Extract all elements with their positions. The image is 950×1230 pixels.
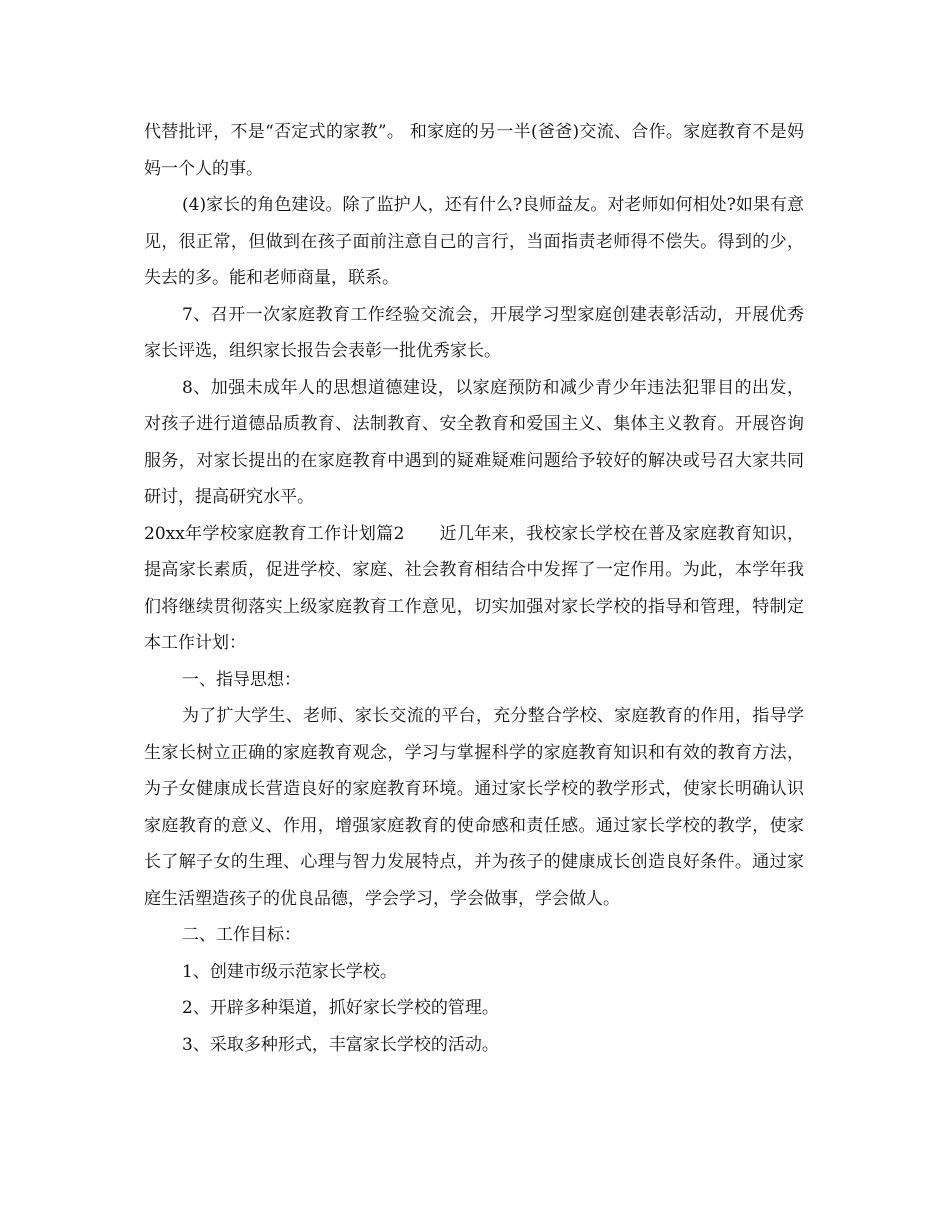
document-body [144, 114, 804, 1063]
paragraph: 7、召开一次家庭教育工作经验交流会，开展学习型家庭创建表彰活动，开展优秀家长评选，组织家长报告会表彰一批优秀家长。 [144, 304, 804, 361]
paragraph: (4)家长的角色建设。除了监护人，还有什么?良师益友。对老师如何相处?如果有意见，很正常，但做到在孩子面前注意自己的言行，当面指责老师得不偿失。得到的少，失去的多。能和老师商量，联系。 [144, 195, 804, 288]
list-item: 3、采取多种形式，丰富家长学校的活动。 [182, 1034, 499, 1055]
paragraph: 为了扩大学生、老师、家长交流的平台，充分整合学校、家庭教育的作用，指导学生家长树立正确的家庭教育观念，学习与掌握科学的家庭教育知识和有效的教育方法，为子女健康成长营造良好的家庭教育环境。通过家长学校的教学形式，使家长明确认识家庭教育的意义、作用，增强家庭教育的使命感和责任感。通过家长学校的教学，使家长了解子女的生理、心理与智力发展特点，并为孩子的健康成长创造良好条件。通过家庭生活塑造孩子的优良品德，学会学习，学会做事，学会做人。 [144, 706, 804, 909]
paragraph: 8、加强未成年人的思想道德建设，以家庭预防和减少青少年违法犯罪目的出发，对孩子进行道德品质教育、法制教育、安全教育和爱国主义、集体主义教育。开展咨询服务，对家长提出的在家庭教育中遇到的疑难疑难问题给予较好的解决或号召大家共同研讨，提高研究水平。 [144, 377, 804, 507]
paragraph: 代替批评，不是“否定式的家教”。 和家庭的另一半(爸爸)交流、合作。家庭教育不是妈妈一个人的事。 [144, 122, 804, 179]
list-item: 1、创建市级示范家长学校。 [182, 961, 397, 982]
list-item: 2、开辟多种渠道，抓好家长学校的管理。 [182, 998, 499, 1018]
section-title: 一、指导思想： [182, 669, 301, 690]
section-heading-paragraph: 20xx年学校家庭教育工作计划篇2 近几年来，我校家长学校在普及家庭教育知识，提高家长素质，促进学校、家庭、社会教育相结合中发挥了一定作用。为此，本学年我们将继续贯彻落实上级家庭教育工作意见，切实加强对家长学校的指导和管理，特制定本工作计划： [144, 523, 804, 653]
section-title: 二、工作目标： [182, 925, 301, 945]
